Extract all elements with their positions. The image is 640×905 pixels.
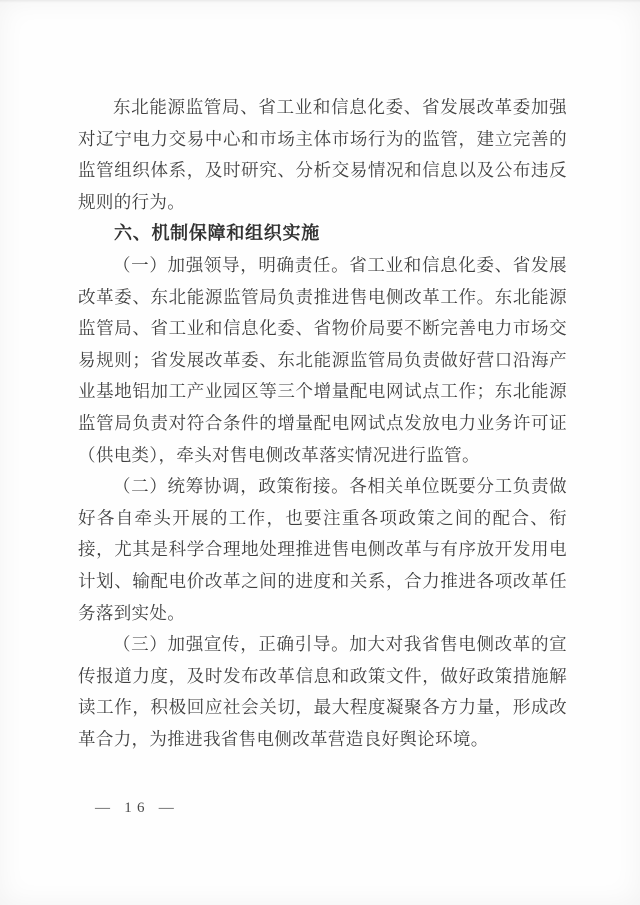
paragraph-overall-coordination: （二）统筹协调，政策衔接。各相关单位既要分工负责做好各自牵头开展的工作，也要注重各项政策之间的配合、衔接，尤其是科学合理地处理推进售电侧改革与有序放开发用电计划、输配电价改革之间的进度和关系，合力推进各项改革任务落到实处。 <box>78 476 567 623</box>
paragraph-strengthen-publicity: （三）加强宣传，正确引导。加大对我省售电侧改革的宣传报道力度，及时发布改革信息和政策文件，做好政策措施解读工作，积极回应社会关切，最大程度凝聚各方力量，形成改革合力，为推进我省售电侧改革营造良好舆论环境。 <box>78 634 567 749</box>
scan-edge-shadow <box>0 0 640 3</box>
page-number: — 16 — <box>95 800 179 816</box>
paragraph-strengthen-leadership: （一）加强领导，明确责任。省工业和信息化委、省发展改革委、东北能源监管局负责推进售电侧改革工作。东北能源监管局、省工业和信息化委、省物价局要不断完善电力市场交易规则；省发展改革委、东北能源监管局负责做好营口沿海产业基地铝加工产业园区等三个增量配电网试点工作；东北能源监管局负责对符合条件的增量配电网试点发放电力业务许可证（供电类），牵头对售电侧改革落实情况进行监管。 <box>78 254 567 465</box>
paragraph-regulation-oversight: 东北能源监管局、省工业和信息化委、省发展改革委加强对辽宁电力交易中心和市场主体市场行为的监管，建立完善的监管组织体系，及时研究、分析交易情况和信息以及公布违反规则的行为。 <box>78 97 567 212</box>
document-body <box>78 92 567 755</box>
section-heading-mechanism-guarantee: 六、机制保障和组织实施 <box>114 223 320 244</box>
